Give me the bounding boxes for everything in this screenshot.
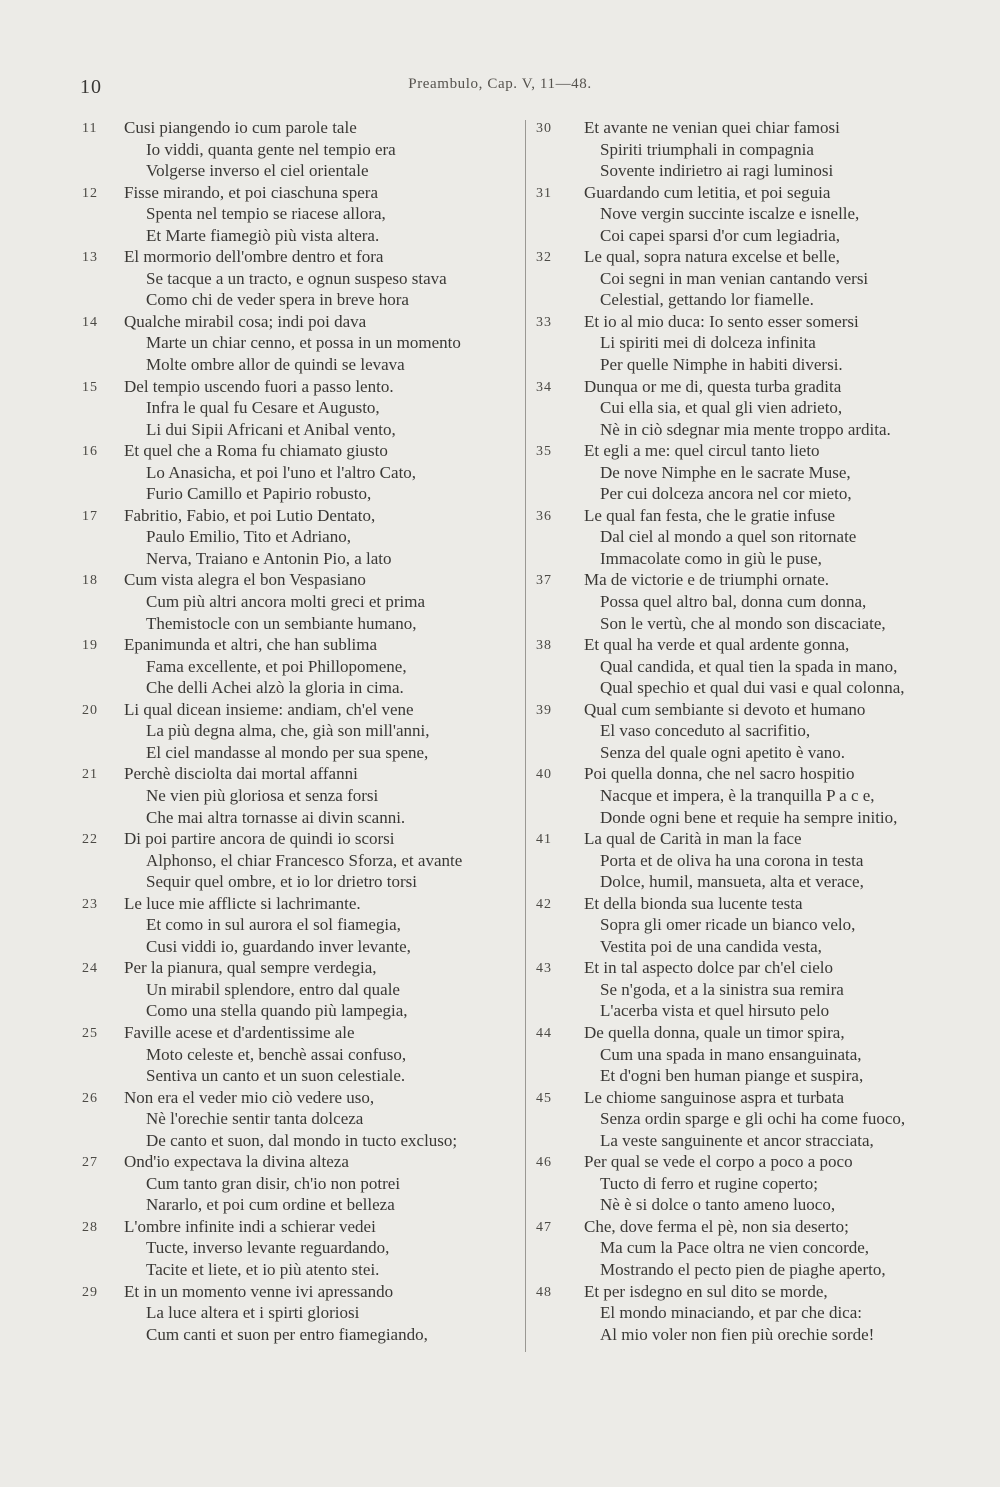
verse-line: Dolce, humil, mansueta, alta et verace, xyxy=(600,872,864,892)
stanza-number: 37 xyxy=(536,573,552,589)
verse-line: Nacque et impera, è la tranquilla P a c e, xyxy=(600,785,875,805)
verse-line: Sentiva un canto et un suon celestiale. xyxy=(146,1066,406,1086)
verse-line: Como chi de veder spera in breve hora xyxy=(146,290,409,310)
stanza xyxy=(82,182,522,247)
verse-line: Ond'io expectava la divina alteza xyxy=(124,1152,349,1172)
verse-line: Et d'ogni ben human piange et suspira, xyxy=(600,1066,864,1086)
stanza-number: 30 xyxy=(536,121,552,136)
verse-line: Coi segni in man venian cantando versi xyxy=(600,268,869,288)
stanza-number: 45 xyxy=(536,1090,552,1106)
stanza xyxy=(536,763,976,828)
stanza xyxy=(82,1216,522,1281)
verse-line: Et como in sul aurora el sol fiamegia, xyxy=(146,915,401,935)
stanza xyxy=(82,1022,522,1087)
stanza xyxy=(82,505,522,570)
verse-line: Lo Anasicha, et poi l'uno et l'altro Cato, xyxy=(146,462,417,482)
verse-line: El mormorio dell'ombre dentro et fora xyxy=(124,247,384,267)
stanza xyxy=(82,634,522,699)
stanza xyxy=(536,117,976,182)
stanza xyxy=(82,376,522,441)
stanza-number: 24 xyxy=(82,961,98,977)
verse-line: Di poi partire ancora de quindi io scorsi xyxy=(124,829,395,849)
verse-line: Qual candida, et qual tien la spada in mano, xyxy=(600,656,898,676)
verse-line: De nove Nimphe en le sacrate Muse, xyxy=(600,462,851,482)
verse-line: Io viddi, quanta gente nel tempio era xyxy=(146,139,396,159)
stanza-number: 42 xyxy=(536,896,552,912)
stanza-number: 31 xyxy=(536,185,552,201)
stanza-number: 23 xyxy=(82,896,98,912)
verse-line: Non era el veder mio ciò vedere uso, xyxy=(124,1087,375,1107)
verse-line: Perchè disciolta dai mortal affanni xyxy=(124,764,358,784)
verse-line: Donde ogni bene et requie ha sempre initio, xyxy=(600,807,898,827)
stanza-number: 39 xyxy=(536,702,552,718)
stanza-number: 25 xyxy=(82,1025,98,1041)
verse-line: Fabritio, Fabio, et poi Lutio Dentato, xyxy=(124,505,376,525)
stanza-number: 19 xyxy=(82,638,98,654)
verse-line: Che mai altra tornasse ai divin scanni. xyxy=(146,807,406,827)
stanza xyxy=(536,569,976,634)
stanza-number: 14 xyxy=(82,314,98,330)
stanza xyxy=(82,569,522,634)
verse-line: Qual cum sembiante si devoto et humano xyxy=(584,699,866,719)
stanza-number: 11 xyxy=(82,121,98,136)
verse-line: Vestita poi de una candida vesta, xyxy=(600,936,822,956)
verse-line: De quella donna, quale un timor spira, xyxy=(584,1022,845,1042)
verse-line: Et quel che a Roma fu chiamato giusto xyxy=(124,441,388,461)
stanza-number: 46 xyxy=(536,1155,552,1171)
verse-line: Alphonso, el chiar Francesco Sforza, et avante xyxy=(146,850,463,870)
verse-line: Un mirabil splendore, entro dal quale xyxy=(146,979,400,999)
verse-line: Cusi piangendo io cum parole tale xyxy=(124,118,357,137)
verse-line: Nerva, Traiano e Antonin Pio, a lato xyxy=(146,548,392,568)
stanza xyxy=(82,763,522,828)
stanza-number: 40 xyxy=(536,767,552,783)
verse-line: Nararlo, et poi cum ordine et belleza xyxy=(146,1195,395,1215)
verse-line: Immacolate como in giù le puse, xyxy=(600,548,822,568)
verse-line: Spenta nel tempio se riacese allora, xyxy=(146,204,386,224)
stanza xyxy=(536,699,976,764)
verse-line: Del tempio uscendo fuori a passo lento. xyxy=(124,376,394,396)
stanza xyxy=(82,699,522,764)
stanza xyxy=(536,1151,976,1216)
stanza xyxy=(536,311,976,376)
verse-line: Li spiriti mei di dolceza infinita xyxy=(600,333,816,353)
verse-line: Sovente indirietro ai ragi luminosi xyxy=(600,161,834,181)
stanza xyxy=(536,440,976,505)
stanza xyxy=(82,311,522,376)
verse-line: La veste sanguinente et ancor stracciata, xyxy=(600,1130,874,1150)
stanza xyxy=(536,1087,976,1152)
verse-line: Son le vertù, che al mondo son discaciate, xyxy=(600,613,886,633)
verse-line: Qualche mirabil cosa; indi poi dava xyxy=(124,311,367,331)
stanza xyxy=(536,634,976,699)
stanza-number: 32 xyxy=(536,250,552,266)
verse-line: Marte un chiar cenno, et possa in un momento xyxy=(146,333,461,353)
stanza-number: 38 xyxy=(536,638,552,654)
verse-line: Et in un momento venne ivi apressando xyxy=(124,1281,394,1301)
verse-line: Coi capei sparsi d'or cum legiadria, xyxy=(600,225,841,245)
stanza-number: 18 xyxy=(82,573,98,589)
stanza xyxy=(82,1151,522,1216)
verse-line: Et in tal aspecto dolce par ch'el cielo xyxy=(584,958,833,978)
stanza xyxy=(536,1281,976,1346)
verse-line: Furio Camillo et Papirio robusto, xyxy=(146,484,372,504)
verse-line: Senza ordin sparge e gli ochi ha come fuoco, xyxy=(600,1109,906,1129)
verse-line: El ciel mandasse al mondo per sua spene, xyxy=(146,742,429,762)
verse-line: Cum più altri ancora molti greci et prima xyxy=(146,592,425,612)
verse-line: Paulo Emilio, Tito et Adriano, xyxy=(146,527,351,547)
verse-line: Cum tanto gran disir, ch'io non potrei xyxy=(146,1173,401,1193)
verse-line: Tacite et liete, et io più atento stei. xyxy=(146,1259,380,1279)
stanza xyxy=(536,828,976,893)
verse-line: Como una stella quando più lampegia, xyxy=(146,1001,408,1021)
stanza-number: 28 xyxy=(82,1219,98,1235)
stanza-number: 29 xyxy=(82,1284,98,1300)
verse-line: Sopra gli omer ricade un bianco velo, xyxy=(600,915,856,935)
verse-line: Epanimunda et altri, che han sublima xyxy=(124,635,378,655)
verse-line: Nove vergin succinte iscalze e isnelle, xyxy=(600,204,860,224)
verse-line: Le chiome sanguinose aspra et turbata xyxy=(584,1087,845,1107)
verse-line: Cum una spada in mano ensanguinata, xyxy=(600,1044,862,1064)
verse-line: Dal ciel al mondo a quel son ritornate xyxy=(600,527,857,547)
verse-line: De canto et suon, dal mondo in tucto excluso; xyxy=(146,1130,458,1150)
stanza-number: 33 xyxy=(536,314,552,330)
stanza xyxy=(82,828,522,893)
verse-line: Nè in ciò sdegnar mia mente troppo ardita. xyxy=(600,419,891,439)
verse-line: Per quelle Nimphe in habiti diversi. xyxy=(600,355,843,375)
stanza xyxy=(536,505,976,570)
stanza xyxy=(82,1281,522,1346)
stanza-number: 13 xyxy=(82,250,98,266)
verse-line: Cusi viddi io, guardando inver levante, xyxy=(146,936,411,956)
verse-line: L'acerba vista et quel hirsuto pelo xyxy=(600,1001,830,1021)
stanza xyxy=(536,957,976,1022)
stanza-number: 36 xyxy=(536,508,552,524)
verse-line: Faville acese et d'ardentissime ale xyxy=(124,1022,355,1042)
stanza-number: 17 xyxy=(82,508,98,524)
verse-line: Al mio voler non fien più orechie sorde! xyxy=(600,1324,875,1344)
verse-line: Per cui dolceza ancora nel cor mieto, xyxy=(600,484,852,504)
stanza-number: 47 xyxy=(536,1219,552,1235)
stanza-number: 15 xyxy=(82,379,98,395)
verse-line: Volgerse inverso el ciel orientale xyxy=(146,161,369,181)
stanza xyxy=(536,1216,976,1281)
verse-line: Et della bionda sua lucente testa xyxy=(584,893,803,913)
verse-line: Infra le qual fu Cesare et Augusto, xyxy=(146,398,380,418)
stanza-number: 21 xyxy=(82,767,98,783)
stanza xyxy=(82,246,522,311)
column-divider xyxy=(525,120,526,1352)
verse-line: Li qual dicean insieme: andiam, ch'el vene xyxy=(124,699,414,719)
verse-line: Et io al mio duca: Io sento esser somersi xyxy=(584,311,859,331)
stanza xyxy=(536,376,976,441)
verse-line: La luce altera et i spirti gloriosi xyxy=(146,1303,360,1323)
verse-line: Ne vien più gloriosa et senza forsi xyxy=(146,785,379,805)
verse-line: Le luce mie afflicte si lachrimante. xyxy=(124,893,361,913)
stanza xyxy=(536,893,976,958)
verse-line: El mondo minaciando, et par che dica: xyxy=(600,1303,862,1323)
verse-line: Et per isdegno en sul dito se morde, xyxy=(584,1281,828,1301)
verse-line: Nè è si dolce o tanto ameno luoco, xyxy=(600,1195,836,1215)
stanza-number: 34 xyxy=(536,379,552,395)
verse-line: Fama excellente, et poi Phillopomene, xyxy=(146,656,407,676)
verse-line: Celestial, gettando lor fiamelle. xyxy=(600,290,814,310)
verse-line: Cum vista alegra el bon Vespasiano xyxy=(124,570,366,590)
verse-line: Fisse mirando, et poi ciaschuna spera xyxy=(124,182,378,202)
verse-line: La qual de Carità in man la face xyxy=(584,829,802,849)
verse-line: La più degna alma, che, già son mill'anni, xyxy=(146,721,430,741)
verse-line: Tucte, inverso levante reguardando, xyxy=(146,1238,390,1258)
stanza-number: 48 xyxy=(536,1284,552,1300)
verse-line: Spiriti triumphali in compagnia xyxy=(600,139,814,159)
stanza-number: 16 xyxy=(82,444,98,460)
verse-line: Themistocle con un sembiante humano, xyxy=(146,613,417,633)
verse-line: L'ombre infinite indi a schierar vedei xyxy=(124,1216,376,1236)
stanza-number: 22 xyxy=(82,832,98,848)
stanza-number: 26 xyxy=(82,1090,98,1106)
verse-line: Qual spechio et qual dui vasi e qual colonna, xyxy=(600,678,905,698)
stanza xyxy=(536,246,976,311)
verse-line: Mostrando el pecto pien de piaghe aperto, xyxy=(600,1259,886,1279)
verse-line: Moto celeste et, benchè assai confuso, xyxy=(146,1044,407,1064)
column-right xyxy=(536,117,976,1345)
verse-line: Dunqua or me di, questa turba gradita xyxy=(584,376,842,396)
verse-line: Poi quella donna, che nel sacro hospitio xyxy=(584,764,855,784)
stanza xyxy=(82,117,522,182)
verse-line: El vaso conceduto al sacrifitio, xyxy=(600,721,811,741)
verse-line: Porta et de oliva ha una corona in testa xyxy=(600,850,864,870)
verse-line: Che delli Achei alzò la gloria in cima. xyxy=(146,678,404,698)
verse-line: Se tacque a un tracto, e ognun suspeso stava xyxy=(146,268,447,288)
page-number: 10 xyxy=(80,76,102,98)
stanza xyxy=(82,893,522,958)
verse-line: Ma de victorie e de triumphi ornate. xyxy=(584,570,829,590)
verse-line: Sequir quel ombre, et io lor drietro torsi xyxy=(146,872,417,892)
stanza-number: 12 xyxy=(82,185,98,201)
verse-line: Et egli a me: quel circul tanto lieto xyxy=(584,441,820,461)
verse-line: Per la pianura, qual sempre verdegia, xyxy=(124,958,377,978)
verse-line: Ma cum la Pace oltra ne vien concorde, xyxy=(600,1238,870,1258)
stanza xyxy=(82,957,522,1022)
verse-line: Che, dove ferma el pè, non sia deserto; xyxy=(584,1216,849,1236)
verse-line: Cum canti et suon per entro fiamegiando, xyxy=(146,1324,428,1344)
stanza-number: 27 xyxy=(82,1155,98,1171)
verse-line: Nè l'orechie sentir tanta dolceza xyxy=(146,1109,364,1129)
stanza xyxy=(536,182,976,247)
verse-line: Le qual fan festa, che le gratie infuse xyxy=(584,505,836,525)
stanza xyxy=(82,440,522,505)
verse-line: Et Marte fiamegiò più vista altera. xyxy=(146,225,380,245)
stanza xyxy=(82,1087,522,1152)
running-head: Preambulo, Cap. V, 11—48. xyxy=(408,76,592,92)
stanza-number: 43 xyxy=(536,961,552,977)
column-left xyxy=(82,117,522,1345)
stanza-number: 20 xyxy=(82,702,98,718)
verse-line: Senza del quale ogni apetito è vano. xyxy=(600,742,845,762)
verse-line: Et qual ha verde et qual ardente gonna, xyxy=(584,635,850,655)
verse-line: Le qual, sopra natura excelse et belle, xyxy=(584,247,840,267)
verse-line: Per qual se vede el corpo a poco a poco xyxy=(584,1152,853,1172)
verse-line: Tucto di ferro et rugine coperto; xyxy=(600,1173,818,1193)
stanza xyxy=(536,1022,976,1087)
stanza-number: 35 xyxy=(536,444,552,460)
stanza-number: 41 xyxy=(536,832,552,848)
verse-line: Possa quel altro bal, donna cum donna, xyxy=(600,592,867,612)
verse-line: Molte ombre allor de quindi se levava xyxy=(146,355,405,375)
stanza-number: 44 xyxy=(536,1025,552,1041)
verse-line: Se n'goda, et a la sinistra sua remira xyxy=(600,979,844,999)
verse-line: Guardando cum letitia, et poi seguia xyxy=(584,182,831,202)
verse-line: Et avante ne venian quei chiar famosi xyxy=(584,118,840,137)
verse-line: Cui ella sia, et qual gli vien adrieto, xyxy=(600,398,843,418)
verse-line: Li dui Sipii Africani et Anibal vento, xyxy=(146,419,396,439)
